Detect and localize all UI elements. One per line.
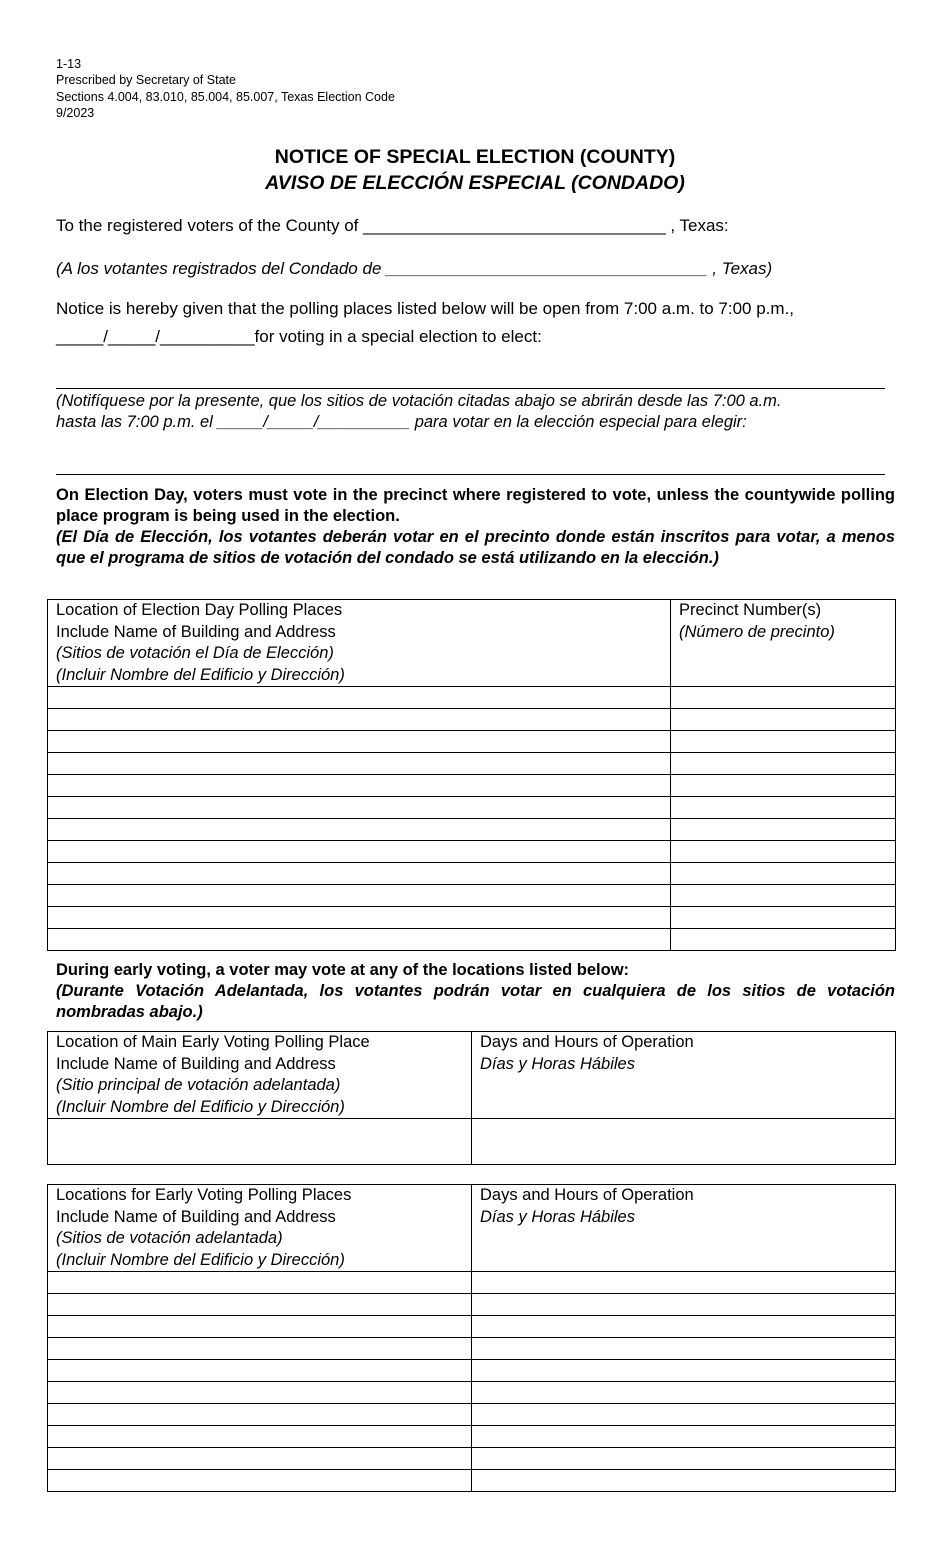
- early-location-cell[interactable]: [48, 1360, 472, 1382]
- header-text: Days and Hours of Operation: [480, 1033, 694, 1051]
- code-sections: Sections 4.004, 83.010, 85.004, 85.007, Texas Election Code: [56, 89, 395, 104]
- election-day-table: [47, 599, 896, 951]
- main-early-location-header: [48, 1032, 472, 1119]
- early-hours-cell[interactable]: [472, 1272, 896, 1294]
- early-location-cell[interactable]: [48, 1470, 472, 1492]
- form-number: 1-13: [56, 57, 82, 71]
- form-date: 9/2023: [56, 105, 95, 120]
- header-text: (Incluir Nombre del Edificio y Dirección): [56, 1097, 345, 1116]
- early-hours-cell[interactable]: [472, 1294, 896, 1316]
- elect-blank-line-spanish: [56, 474, 885, 475]
- header-text: Location of Main Early Voting Polling Place: [56, 1033, 370, 1051]
- notice-spanish-line1: (Notifíquese por la presente, que los sitios de votación citadas abajo se abrirán desde las 7:00 a.m.: [56, 392, 782, 410]
- header-text: Días y Horas Hábiles: [480, 1054, 635, 1073]
- early-hours-cell[interactable]: [472, 1316, 896, 1338]
- early-hours-header: [472, 1185, 896, 1272]
- header-text: Include Name of Building and Address: [56, 622, 336, 641]
- early-location-cell[interactable]: [48, 1382, 472, 1404]
- early-hours-cell[interactable]: [472, 1338, 896, 1360]
- location-cell[interactable]: [48, 775, 671, 797]
- location-cell[interactable]: [48, 929, 671, 951]
- header-text: Días y Horas Hábiles: [480, 1207, 635, 1226]
- early-voting-notice-english: During early voting, a voter may vote at any of the locations listed below:: [56, 961, 630, 979]
- location-cell[interactable]: [48, 841, 671, 863]
- precinct-cell[interactable]: [671, 687, 896, 709]
- precinct-cell[interactable]: [671, 907, 896, 929]
- precinct-cell[interactable]: [671, 775, 896, 797]
- early-hours-cell[interactable]: [472, 1470, 896, 1492]
- early-location-cell[interactable]: [48, 1426, 472, 1448]
- precinct-cell[interactable]: [671, 819, 896, 841]
- main-location-cell[interactable]: [48, 1119, 472, 1165]
- location-cell[interactable]: [48, 863, 671, 885]
- precinct-cell[interactable]: [671, 929, 896, 951]
- header-text: Precinct Number(s): [679, 601, 822, 619]
- county-line-spanish: (A los votantes registrados del Condado de __________________________________ , Texas): [56, 259, 773, 278]
- early-hours-cell[interactable]: [472, 1382, 896, 1404]
- precinct-cell[interactable]: [671, 863, 896, 885]
- header-text: Include Name of Building and Address: [56, 1054, 336, 1073]
- election-day-location-header: [48, 600, 671, 687]
- early-voting-notice: [56, 960, 895, 1023]
- notice-spanish-line2: hasta las 7:00 p.m. el _____/_____/__________ para votar en la elección especial para elegir:: [56, 413, 747, 431]
- header-text: (Incluir Nombre del Edificio y Dirección): [56, 665, 345, 684]
- header-text: Location of Election Day Polling Places: [56, 601, 343, 619]
- early-location-cell[interactable]: [48, 1448, 472, 1470]
- location-cell[interactable]: [48, 753, 671, 775]
- precinct-cell[interactable]: [671, 753, 896, 775]
- location-cell[interactable]: [48, 797, 671, 819]
- title-english: NOTICE OF SPECIAL ELECTION (COUNTY): [274, 146, 676, 168]
- precinct-cell[interactable]: [671, 797, 896, 819]
- early-hours-cell[interactable]: [472, 1426, 896, 1448]
- election-day-notice: [56, 485, 895, 569]
- early-voting-locations-table: [47, 1184, 896, 1492]
- location-cell[interactable]: [48, 885, 671, 907]
- location-cell[interactable]: [48, 907, 671, 929]
- header-text: (Sitios de votación adelantada): [56, 1229, 283, 1247]
- precinct-cell[interactable]: [671, 731, 896, 753]
- title-spanish: AVISO DE ELECCIÓN ESPECIAL (CONDADO): [265, 172, 685, 194]
- early-location-cell[interactable]: [48, 1294, 472, 1316]
- precinct-cell[interactable]: [671, 885, 896, 907]
- location-cell[interactable]: [48, 709, 671, 731]
- location-cell[interactable]: [48, 819, 671, 841]
- header-text: (Sitios de votación el Día de Elección): [56, 644, 334, 662]
- header-text: (Incluir Nombre del Edificio y Dirección): [56, 1250, 345, 1269]
- header-text: (Número de precinto): [679, 622, 835, 641]
- early-location-cell[interactable]: [48, 1404, 472, 1426]
- location-cell[interactable]: [48, 687, 671, 709]
- early-hours-cell[interactable]: [472, 1404, 896, 1426]
- elect-blank-line-english: [56, 388, 885, 389]
- form-header: [56, 56, 395, 121]
- early-hours-cell[interactable]: [472, 1448, 896, 1470]
- early-location-cell[interactable]: [48, 1338, 472, 1360]
- header-text: (Sitio principal de votación adelantada): [56, 1076, 341, 1094]
- early-location-cell[interactable]: [48, 1316, 472, 1338]
- precinct-cell[interactable]: [671, 709, 896, 731]
- header-text: Include Name of Building and Address: [56, 1207, 336, 1226]
- early-voting-notice-spanish: (Durante Votación Adelantada, los votantes podrán votar en cualquiera de los sitios de votación nombradas abajo.): [56, 982, 895, 1021]
- main-hours-cell[interactable]: [472, 1119, 896, 1165]
- notice-english-line1: Notice is hereby given that the polling places listed below will be open from 7:00 a.m. to 7:00 p.m.,: [56, 299, 795, 318]
- location-cell[interactable]: [48, 731, 671, 753]
- election-day-notice-spanish: (El Día de Elección, los votantes deberán votar en el precinto donde están inscritos para votar, a menos que el programa de sitios de votación del condado se está utilizando en la elección.): [56, 528, 895, 567]
- prescribed-by: Prescribed by Secretary of State: [56, 73, 236, 88]
- notice-english-line2: _____/_____/__________for voting in a special election to elect:: [56, 327, 542, 346]
- main-early-hours-header: [472, 1032, 896, 1119]
- header-text: Days and Hours of Operation: [480, 1186, 694, 1204]
- header-text: Locations for Early Voting Polling Places: [56, 1186, 352, 1204]
- precinct-cell[interactable]: [671, 841, 896, 863]
- main-early-voting-table: [47, 1031, 896, 1165]
- early-location-cell[interactable]: [48, 1272, 472, 1294]
- election-day-notice-english: On Election Day, voters must vote in the precinct where registered to vote, unless the countywide polling place program is being used in the election.: [56, 486, 895, 525]
- precinct-number-header: [671, 600, 896, 687]
- county-line-english: To the registered voters of the County of ________________________________ , Texas:: [56, 216, 729, 235]
- early-hours-cell[interactable]: [472, 1360, 896, 1382]
- early-locations-header: [48, 1185, 472, 1272]
